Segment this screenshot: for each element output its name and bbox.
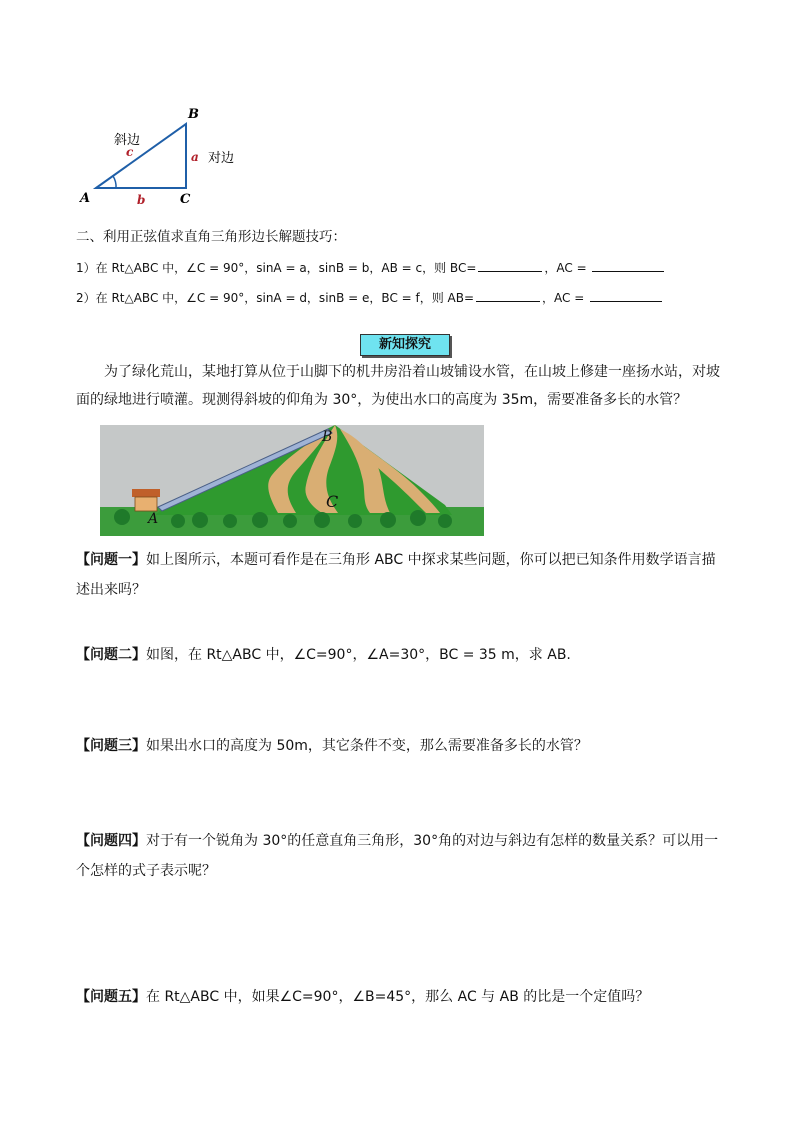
tree — [192, 512, 208, 528]
right-triangle-diagram — [70, 100, 270, 210]
question-text: 对于有一个锐角为 30°的任意直角三角形，30°角的对边与斜边有怎样的数量关系？可以用一个怎样的式子表示呢？ — [76, 833, 719, 879]
item1-text: 1）在 Rt△ABC 中，∠C = 90°，sinA = a，sinB = b，AB = c，则 BC= — [76, 261, 477, 275]
point-a: A — [148, 511, 159, 527]
pump-house — [135, 497, 157, 511]
pump-house-roof — [132, 489, 160, 497]
question-3 — [76, 731, 726, 761]
tree — [223, 514, 237, 528]
item1-ac-blank[interactable] — [592, 259, 664, 272]
mountain-illustration — [100, 425, 484, 536]
triangle-shape — [96, 124, 186, 188]
tree — [314, 512, 330, 528]
item2-ac-label: ，AC = — [542, 291, 585, 305]
item2-text: 2）在 Rt△ABC 中，∠C = 90°，sinA = d，sinB = e，BC = f，则 AB= — [76, 291, 475, 305]
question-label: 【问题一】 — [76, 552, 146, 568]
tree — [114, 509, 130, 525]
question-1 — [76, 545, 726, 605]
point-c: C — [326, 492, 339, 511]
question-text: 如图，在 Rt△ABC 中，∠C=90°，∠A=30°，BC = 35 m，求 AB. — [146, 647, 571, 663]
tree — [283, 514, 297, 528]
question-text: 如果出水口的高度为 50m，其它条件不变，那么需要准备多长的水管？ — [146, 738, 588, 754]
question-label: 【问题四】 — [76, 833, 146, 849]
question-4 — [76, 826, 726, 886]
tree — [348, 514, 362, 528]
tree — [438, 514, 452, 528]
tree — [252, 512, 268, 528]
item1-bc-blank[interactable] — [478, 259, 542, 272]
opposite-label: 对边 — [208, 151, 235, 166]
question-text: 如上图所示，本题可看作是在三角形 ABC 中探求某些问题，你可以把已知条件用数学语言描述出来吗？ — [76, 552, 716, 598]
point-b: B — [322, 429, 333, 445]
angle-arc — [113, 176, 116, 188]
question-2 — [76, 640, 726, 670]
vertex-b: B — [188, 107, 199, 122]
side-a-letter: a — [191, 150, 199, 164]
question-5 — [76, 982, 726, 1012]
tree — [380, 512, 396, 528]
item2-ac-blank[interactable] — [590, 289, 662, 302]
question-label: 【问题五】 — [76, 989, 146, 1005]
section2-title: 二、利用正弦值求直角三角形边长解题技巧： — [76, 229, 346, 245]
vertex-a: A — [80, 191, 91, 206]
hypotenuse-label: 斜边 — [114, 133, 141, 148]
explore-paragraph: 为了绿化荒山，某地打算从位于山脚下的机井房沿着山坡铺设水管，在山坡上修建一座扬水站，对坡面的绿地进行喷灌。现测得斜坡的仰角为 30°，为使出水口的高度为 35m，需要准备多长的水管？ — [76, 364, 720, 408]
side-c-letter: c — [126, 145, 134, 159]
explore-heading: 新知探究 — [360, 334, 450, 356]
tree — [171, 514, 185, 528]
vertex-c: C — [180, 192, 191, 207]
side-b-letter: b — [137, 193, 146, 207]
question-text: 在 Rt△ABC 中，如果∠C=90°，∠B=45°，那么 AC 与 AB 的比是一个定值吗？ — [146, 989, 650, 1005]
question-label: 【问题二】 — [76, 647, 146, 663]
tree — [410, 510, 426, 526]
question-label: 【问题三】 — [76, 738, 146, 754]
section2-item-1 — [76, 258, 666, 278]
section2-item-2 — [76, 288, 664, 308]
item1-ac-label: ，AC = — [544, 261, 587, 275]
item2-ab-blank[interactable] — [476, 289, 540, 302]
